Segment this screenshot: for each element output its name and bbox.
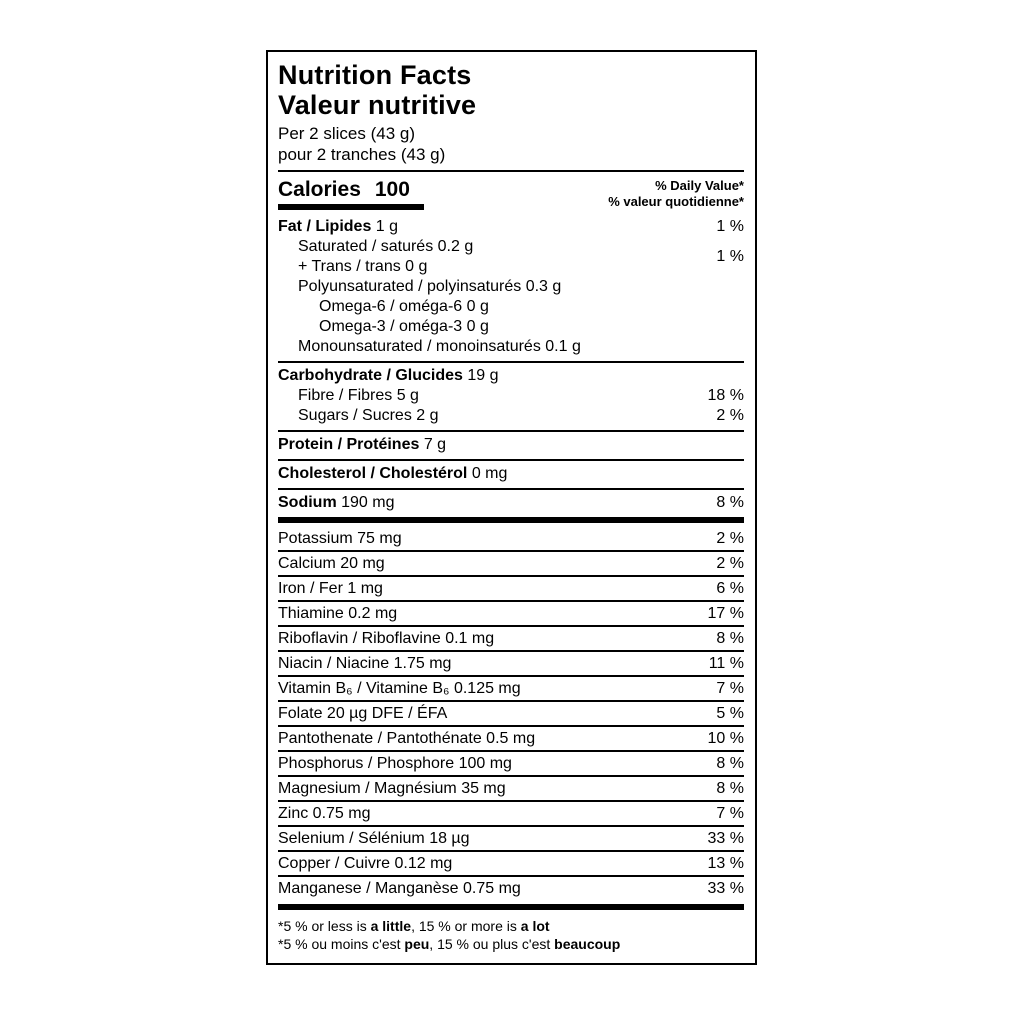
trans-text: + Trans / trans 0 g	[298, 258, 428, 275]
nutrient-row-riboflavin	[278, 625, 744, 650]
manganese-dv: 33 %	[707, 880, 744, 897]
selenium-text: Selenium / Sélénium 18 µg	[278, 830, 470, 847]
vitamin-b6-text: Vitamin B₆ / Vitamine B₆ 0.125 mg	[278, 680, 521, 697]
monounsaturated-text: Monounsaturated / monoinsaturés 0.1 g	[298, 338, 581, 355]
nutrient-row-vitamin-b6	[278, 675, 744, 700]
selenium-dv: 33 %	[707, 830, 744, 847]
nutrient-row-calcium	[278, 550, 744, 575]
magnesium-dv: 8 %	[716, 780, 744, 797]
omega3-text: Omega-3 / oméga-3 0 g	[319, 318, 489, 335]
manganese-text: Manganese / Manganèse 0.75 mg	[278, 880, 521, 897]
separator	[278, 430, 744, 432]
thiamine-text: Thiamine 0.2 mg	[278, 605, 398, 622]
saturated-trans-lines	[278, 237, 473, 277]
cholesterol-name: Cholesterol / Cholestérol	[278, 465, 468, 482]
cholesterol-text	[278, 464, 507, 484]
nutrition-facts-label	[266, 50, 757, 965]
nutrient-row-manganese	[278, 875, 744, 900]
daily-value-header-fr: % valeur quotidienne*	[608, 194, 744, 209]
protein-amount: 7 g	[423, 436, 447, 453]
calories-value: 100	[374, 178, 410, 201]
sodium-text	[278, 493, 395, 513]
thick-divider-bar	[278, 904, 744, 910]
calories-underline-bar	[278, 204, 424, 210]
niacin-dv: 11 %	[708, 655, 744, 672]
label-title-fr: Valeur nutritive	[278, 90, 477, 120]
calcium-text: Calcium 20 mg	[278, 555, 385, 572]
iron-dv: 6 %	[716, 580, 744, 597]
copper-text: Copper / Cuivre 0.12 mg	[278, 855, 453, 872]
cholesterol-amount: 0 mg	[471, 465, 508, 482]
pantothenate-dv: 10 %	[707, 730, 744, 747]
copper-dv: 13 %	[707, 855, 744, 872]
sugars-text: Sugars / Sucres 2 g	[298, 407, 439, 424]
nutrient-row-fat	[278, 214, 744, 237]
nutrient-row-sodium	[278, 493, 744, 513]
polyunsaturated-text: Polyunsaturated / polyinsaturés 0.3 g	[298, 278, 562, 295]
separator	[278, 459, 744, 461]
magnesium-text: Magnesium / Magnésium 35 mg	[278, 780, 506, 797]
vitamin-b6-dv: 7 %	[716, 680, 744, 697]
footnotes	[278, 914, 744, 953]
footnote-en: *5 % or less is a little, 15 % or more is a lot	[278, 918, 550, 934]
calories-row	[278, 172, 744, 210]
zinc-dv: 7 %	[716, 805, 744, 822]
carbohydrate-text	[278, 366, 499, 386]
protein-text	[278, 435, 446, 455]
nutrient-row-selenium	[278, 825, 744, 850]
folate-text: Folate 20 µg DFE / ÉFA	[278, 705, 448, 722]
fat-amount: 1 g	[375, 218, 399, 235]
nutrient-row-saturated-trans	[278, 237, 744, 277]
nutrient-row-magnesium	[278, 775, 744, 800]
serving-size-en: Per 2 slices (43 g)	[278, 124, 415, 143]
nutrient-row-polyunsaturated	[278, 277, 744, 297]
potassium-text: Potassium 75 mg	[278, 530, 402, 547]
sodium-dv: 8 %	[716, 494, 744, 511]
footnote-fr: *5 % ou moins c'est peu, 15 % ou plus c'est beaucoup	[278, 936, 621, 952]
folate-dv: 5 %	[716, 705, 744, 722]
nutrient-row-cholesterol	[278, 464, 744, 484]
potassium-dv: 2 %	[716, 530, 744, 547]
calcium-dv: 2 %	[716, 555, 744, 572]
label-title-en: Nutrition Facts	[278, 60, 472, 90]
calories-block	[278, 177, 424, 210]
nutrient-row-pantothenate	[278, 725, 744, 750]
nutrient-row-fibre	[278, 386, 744, 406]
saturated-trans-dv: 1 %	[716, 248, 744, 265]
nutrient-row-potassium	[278, 527, 744, 550]
phosphorus-text: Phosphorus / Phosphore 100 mg	[278, 755, 512, 772]
pantothenate-text: Pantothenate / Pantothénate 0.5 mg	[278, 730, 536, 747]
sodium-amount: 190 mg	[341, 494, 395, 511]
omega6-text: Omega-6 / oméga-6 0 g	[319, 298, 489, 315]
nutrient-row-niacin	[278, 650, 744, 675]
fat-dv: 1 %	[716, 218, 744, 235]
carbohydrate-name: Carbohydrate / Glucides	[278, 367, 463, 384]
nutrient-row-protein	[278, 435, 744, 455]
nutrient-row-copper	[278, 850, 744, 875]
thick-divider-bar	[278, 517, 744, 523]
separator	[278, 361, 744, 363]
serving-size-fr: pour 2 tranches (43 g)	[278, 145, 446, 164]
phosphorus-dv: 8 %	[716, 755, 744, 772]
nutrient-row-sugars	[278, 406, 744, 426]
sugars-dv: 2 %	[716, 407, 744, 424]
protein-name: Protein / Protéines	[278, 436, 420, 453]
riboflavin-text: Riboflavin / Riboflavine 0.1 mg	[278, 630, 495, 647]
sodium-name: Sodium	[278, 494, 337, 511]
iron-text: Iron / Fer 1 mg	[278, 580, 383, 597]
nutrient-row-thiamine	[278, 600, 744, 625]
riboflavin-dv: 8 %	[716, 630, 744, 647]
calories-text	[278, 177, 424, 202]
nutrient-row-carbohydrate	[278, 366, 744, 386]
fat-text	[278, 217, 398, 237]
nutrient-row-monounsaturated	[278, 337, 744, 357]
fibre-text: Fibre / Fibres 5 g	[298, 387, 419, 404]
calories-label: Calories	[278, 178, 361, 201]
separator	[278, 488, 744, 490]
nutrient-row-zinc	[278, 800, 744, 825]
nutrient-row-folate	[278, 700, 744, 725]
thiamine-dv: 17 %	[707, 605, 744, 622]
nutrient-row-omega6	[278, 297, 744, 317]
zinc-text: Zinc 0.75 mg	[278, 805, 371, 822]
daily-value-header-en: % Daily Value*	[655, 178, 744, 193]
fibre-dv: 18 %	[707, 387, 744, 404]
saturated-text: Saturated / saturés 0.2 g	[298, 238, 474, 255]
nutrient-row-phosphorus	[278, 750, 744, 775]
carbohydrate-amount: 19 g	[467, 367, 499, 384]
daily-value-header	[608, 177, 744, 210]
fat-name: Fat / Lipides	[278, 218, 372, 235]
niacin-text: Niacin / Niacine 1.75 mg	[278, 655, 452, 672]
nutrient-row-omega3	[278, 317, 744, 337]
nutrient-row-iron	[278, 575, 744, 600]
